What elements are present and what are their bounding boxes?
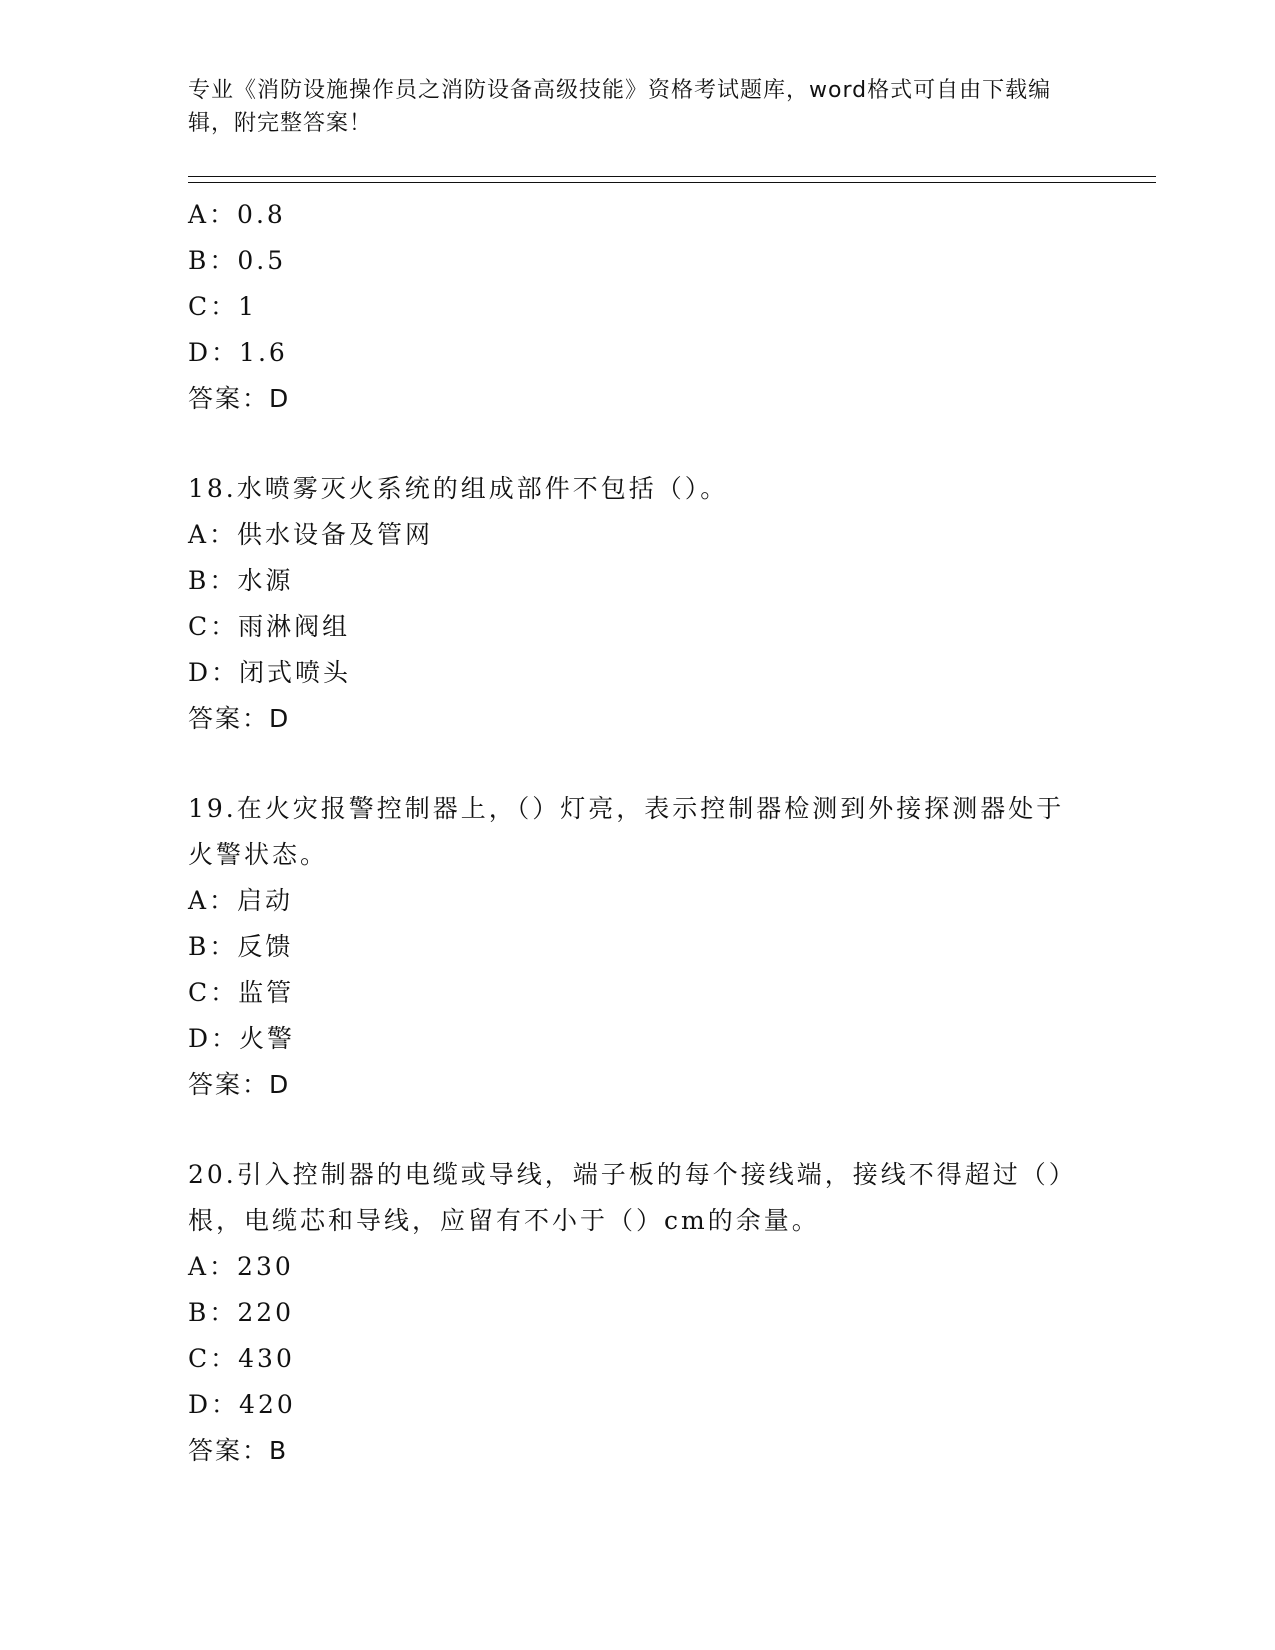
question-list <box>188 192 1088 1474</box>
option-d: D：1.6 <box>188 338 288 367</box>
answer-line: 答案：D <box>188 704 291 733</box>
option-a: A：230 <box>188 1252 294 1281</box>
option-c: C：监管 <box>188 978 295 1007</box>
header-rule-bottom <box>188 182 1156 183</box>
option-b: B：220 <box>188 1298 295 1327</box>
spacer <box>188 422 1088 466</box>
option-d: D：闭式喷头 <box>188 658 352 687</box>
question-block-20 <box>188 1152 1088 1474</box>
option-c: C：1 <box>188 292 258 321</box>
option-a: A：启动 <box>188 886 294 915</box>
option-b: B：水源 <box>188 566 294 595</box>
spacer <box>188 742 1088 786</box>
option-c: C：430 <box>188 1344 295 1373</box>
question-stem: 19.在火灾报警控制器上，（）灯亮，表示控制器检测到外接探测器处于火警状态。 <box>188 794 1065 869</box>
option-d: D：火警 <box>188 1024 296 1053</box>
option-c: C：雨淋阀组 <box>188 612 351 641</box>
question-stem: 18.水喷雾灭火系统的组成部件不包括（）。 <box>188 474 729 503</box>
option-a: A：0.8 <box>188 200 286 229</box>
option-d: D：420 <box>188 1390 296 1419</box>
question-block-partial <box>188 192 1088 422</box>
spacer <box>188 1108 1088 1152</box>
option-a: A：供水设备及管网 <box>188 520 434 549</box>
header-rule-top <box>188 176 1156 177</box>
question-block-19 <box>188 786 1088 1108</box>
answer-line: 答案：B <box>188 1436 289 1465</box>
answer-line: 答案：D <box>188 384 291 413</box>
option-b: B：反馈 <box>188 932 294 961</box>
question-block-18 <box>188 466 1088 742</box>
document-header: 专业《消防设施操作员之消防设备高级技能》资格考试题库，word格式可自由下载编辑，附完整答案！ <box>188 78 1052 136</box>
option-b: B：0.5 <box>188 246 287 275</box>
answer-line: 答案：D <box>188 1070 291 1099</box>
question-stem: 20.引入控制器的电缆或导线，端子板的每个接线端，接线不得超过（）根，电缆芯和导线，应留有不小于（）cm的余量。 <box>188 1160 1077 1235</box>
